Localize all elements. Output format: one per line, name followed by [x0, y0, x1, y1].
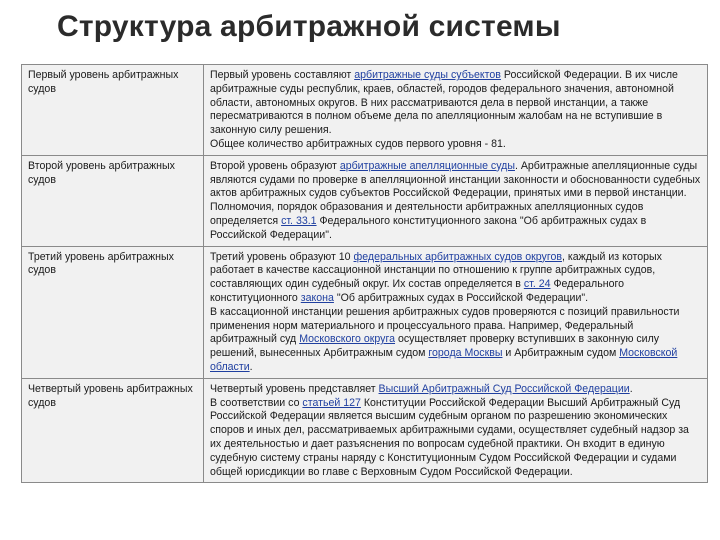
description-text: Третий уровень образуют 10 [210, 250, 354, 263]
level-cell: Первый уровень арбитражных судов [22, 65, 204, 156]
description-text: Первый уровень составляют [210, 69, 355, 81]
description-text: , каждый из которых работает в качестве кассационной инстанции по отношению к группе арбитражных судов, составляющих один судебный округ. Их состав определяется в [210, 250, 662, 291]
reference-link[interactable]: ст. 33.1 [281, 214, 317, 227]
description-text: Общее количество арбитражных судов первого уровня - 81. [210, 137, 506, 150]
description-text: Федерального конституционного [210, 278, 624, 304]
reference-link[interactable]: ст. 24 [523, 278, 551, 291]
description-text: и Арбитражным судом [502, 347, 620, 360]
reference-link[interactable]: города Москвы [428, 347, 503, 360]
description-text: . Арбитражные апелляционные суды являются судами по проверке в апелляционной инстанции законности и обоснованности судебных актов арбитражных судов субъектов Российской Федерации, принятых ими в первой инстанции. Полномочия, порядок образования и деятельности арбитражных апелляционных судов определяется [210, 159, 701, 227]
reference-link[interactable]: Московского округа [299, 333, 396, 346]
description-text: Четвертый уровень представляет [210, 382, 379, 395]
table-row [22, 155, 708, 246]
description-text: В кассационной инстанции решения арбитражных судов проверяются с позиций правильности применения норм материального и процессуального права. Например, Федеральный арбитражный суд [210, 305, 680, 346]
reference-link[interactable]: статьей 127 [302, 396, 361, 409]
description-cell [204, 65, 708, 156]
description-cell [204, 378, 708, 483]
reference-link[interactable]: Московской области [210, 347, 678, 373]
description-text: В соответствии со [210, 396, 303, 409]
reference-link[interactable]: арбитражные апелляционные суды [339, 159, 515, 172]
level-cell: Второй уровень арбитражных судов [22, 155, 204, 246]
court-levels-table [21, 64, 708, 483]
description-text: Российской Федерации. В их числе арбитражные суды республик, краев, областей, городов федерального значения, автономной области, автономных округов. В них рассматриваются дела в первой инстанции, а также пересматриваются в полном объеме дела по апелляционным жалобам на не вступившие в законную силу решения. [210, 69, 678, 137]
page-title: Структура арбитражной системы [57, 10, 561, 43]
reference-link[interactable]: Высший Арбитражный Суд Российской Федерации [378, 382, 630, 395]
table-row [22, 378, 708, 483]
description-text: . [629, 382, 633, 395]
description-text: Конституции Российской Федерации Высший Арбитражный Суд Российской Федерации является высшим судебным органом по разрешению экономических споров и иных дел, рассматриваемых арбитражными судами, осуществляет судебный надзор за их деятельностью и дает разъяснения по вопросам судебной практики. Он входит в единую судебную систему страны наряду с Конституционным Судом Российской Федерации и судами общей юрисдикции во главе с Верховным Судом Российской Федерации. [210, 396, 689, 478]
description-cell [204, 246, 708, 378]
description-text: . [249, 360, 253, 373]
level-cell: Третий уровень арбитражных судов [22, 246, 204, 378]
description-cell [204, 155, 708, 246]
description-text: "Об арбитражных судах в Российской Федерации". [333, 291, 589, 304]
level-cell: Четвертый уровень арбитражных судов [22, 378, 204, 483]
reference-link[interactable]: арбитражные суды субъектов [354, 69, 501, 81]
table-row [22, 65, 708, 156]
table-row [22, 246, 708, 378]
reference-link[interactable]: закона [300, 291, 334, 304]
description-text: Федерального конституционного закона "Об арбитражных судах в Российской Федерации". [210, 214, 647, 241]
description-text: Второй уровень образуют [210, 159, 340, 172]
reference-link[interactable]: федеральных арбитражных судов округов [353, 250, 562, 263]
description-text: осуществляет проверку вступивших в законную силу решений, вынесенных Арбитражным судом [210, 333, 660, 360]
